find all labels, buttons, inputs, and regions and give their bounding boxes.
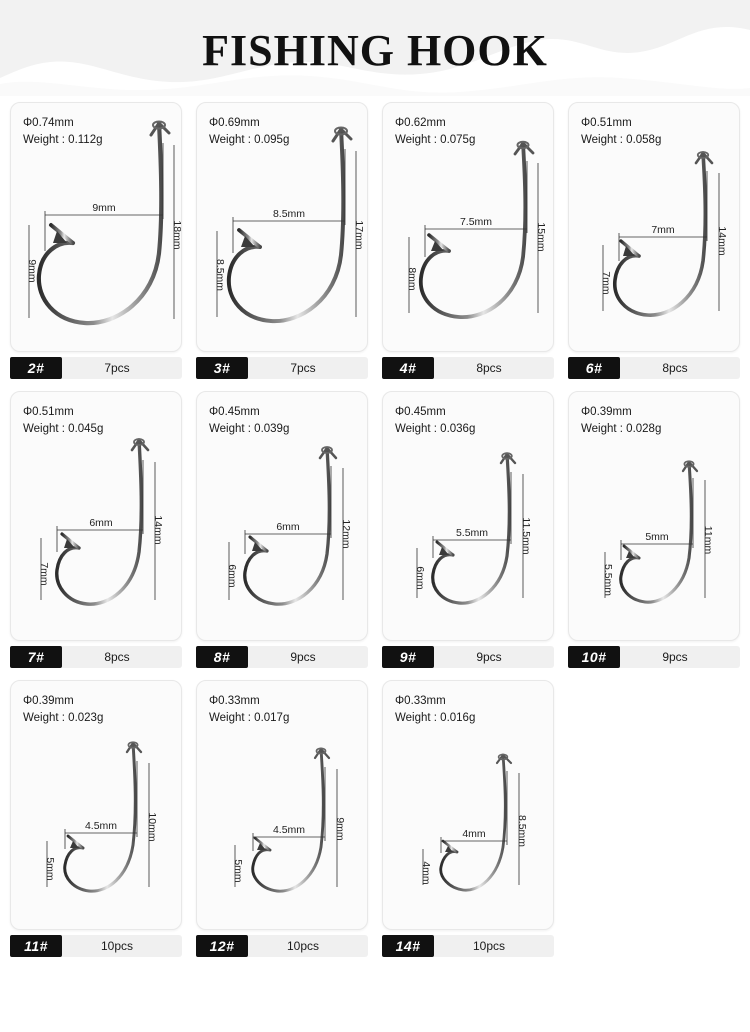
hook-card[interactable]: [196, 680, 368, 930]
hook-card[interactable]: [196, 102, 368, 352]
hook-gape-dim: 8.5mm: [214, 258, 226, 292]
hook-weight: Weight : 0.075g: [395, 134, 476, 146]
hook-height-dim: 17mm: [353, 220, 365, 250]
hook-height-dim: 12mm: [340, 519, 352, 549]
hook-width-dim: 9mm: [92, 202, 116, 214]
hook-weight: Weight : 0.095g: [209, 134, 290, 146]
hook-cell-6: [568, 102, 740, 379]
hook-quantity: 9pcs: [662, 650, 688, 664]
hook-width-dim: 7.5mm: [459, 216, 493, 228]
hook-weight: Weight : 0.028g: [581, 423, 662, 435]
hook-size-tag: 8#: [196, 646, 248, 668]
hook-illustration: [197, 103, 368, 352]
hook-card[interactable]: [10, 680, 182, 930]
hook-quantity: 9pcs: [290, 650, 316, 664]
hook-height-dim: 15mm: [535, 222, 547, 252]
hook-illustration: [383, 681, 554, 930]
hook-diameter: Φ0.39mm: [581, 406, 632, 418]
hook-quantity: 7pcs: [290, 361, 316, 375]
hook-cell-empty: [568, 680, 740, 957]
hook-illustration: [569, 392, 740, 641]
page-title: FISHING HOOK: [202, 25, 548, 75]
hook-weight: Weight : 0.016g: [395, 712, 476, 724]
hook-size-tag: 7#: [10, 646, 62, 668]
hook-size-tag: 11#: [10, 935, 62, 957]
hook-cell-3: [196, 102, 368, 379]
hook-label-bar: [382, 646, 554, 668]
hook-row: [10, 680, 740, 957]
hook-size-tag: 2#: [10, 357, 62, 379]
page-header: [0, 0, 750, 96]
hook-width-dim: 6mm: [276, 521, 300, 533]
hook-gape-dim: 7mm: [600, 271, 612, 295]
hook-label-bar: [10, 357, 182, 379]
hook-row: [10, 391, 740, 668]
hook-size-tag: 9#: [382, 646, 434, 668]
hook-gape-dim: 5.5mm: [602, 563, 614, 597]
hook-illustration: [11, 681, 182, 930]
hook-card[interactable]: [10, 391, 182, 641]
hook-diameter: Φ0.45mm: [395, 406, 446, 418]
hook-label-bar: [196, 646, 368, 668]
hook-quantity: 10pcs: [286, 939, 320, 953]
hook-height-dim: 11.5mm: [520, 517, 532, 555]
hook-card[interactable]: [382, 391, 554, 641]
hook-grid: [0, 96, 750, 981]
hook-diameter: Φ0.74mm: [23, 117, 74, 129]
hook-label-bar: [382, 357, 554, 379]
hook-cell-12: [196, 680, 368, 957]
hook-gape-dim: 9mm: [26, 259, 38, 283]
hook-illustration: [11, 103, 182, 352]
hook-label-bar: [382, 935, 554, 957]
hook-cell-14: [382, 680, 554, 957]
hook-label-bar: [10, 935, 182, 957]
hook-cell-11: [10, 680, 182, 957]
hook-diameter: Φ0.33mm: [395, 695, 446, 707]
hook-weight: Weight : 0.039g: [209, 423, 290, 435]
hook-gape-dim: 8mm: [406, 267, 418, 291]
hook-height-dim: 9mm: [334, 817, 346, 841]
hook-label-bar: [568, 646, 740, 668]
hook-height-dim: 8.5mm: [516, 814, 528, 848]
hook-weight: Weight : 0.017g: [209, 712, 290, 724]
hook-cell-7: [10, 391, 182, 668]
hook-width-dim: 6mm: [89, 517, 113, 529]
hook-illustration: [383, 103, 554, 352]
hook-weight: Weight : 0.036g: [395, 423, 476, 435]
hook-width-dim: 5.5mm: [455, 527, 489, 539]
hook-size-tag: 6#: [568, 357, 620, 379]
hook-height-dim: 18mm: [171, 220, 183, 250]
hook-diameter: Φ0.33mm: [209, 695, 260, 707]
hook-label-bar: [10, 646, 182, 668]
hook-height-dim: 14mm: [152, 515, 164, 545]
hook-gape-dim: 5mm: [44, 857, 56, 881]
hook-quantity: 8pcs: [104, 650, 130, 664]
hook-weight: Weight : 0.112g: [23, 134, 103, 146]
hook-card[interactable]: [568, 102, 740, 352]
hook-diameter: Φ0.51mm: [581, 117, 632, 129]
hook-size-tag: 12#: [196, 935, 248, 957]
hook-cell-8: [196, 391, 368, 668]
hook-illustration: [11, 392, 182, 641]
hook-cell-9: [382, 391, 554, 668]
hook-card[interactable]: [382, 680, 554, 930]
hook-row: [10, 102, 740, 379]
hook-quantity: 8pcs: [476, 361, 502, 375]
hook-width-dim: 7mm: [651, 224, 675, 236]
hook-size-tag: 14#: [382, 935, 434, 957]
hook-height-dim: 14mm: [716, 226, 728, 256]
hook-size-tag: 4#: [382, 357, 434, 379]
hook-gape-dim: 6mm: [414, 566, 426, 590]
hook-gape-dim: 5mm: [232, 859, 244, 883]
hook-width-dim: 8.5mm: [272, 208, 306, 220]
hook-illustration: [197, 392, 368, 641]
hook-width-dim: 4.5mm: [272, 824, 306, 836]
hook-gape-dim: 6mm: [226, 564, 238, 588]
hook-gape-dim: 7mm: [38, 562, 50, 586]
hook-quantity: 7pcs: [104, 361, 130, 375]
hook-label-bar: [568, 357, 740, 379]
hook-label-bar: [196, 935, 368, 957]
hook-weight: Weight : 0.045g: [23, 423, 104, 435]
hook-size-tag: 3#: [196, 357, 248, 379]
hook-size-tag: 10#: [568, 646, 620, 668]
hook-card[interactable]: [382, 102, 554, 352]
hook-diameter: Φ0.45mm: [209, 406, 260, 418]
hook-cell-2: [10, 102, 182, 379]
hook-label-bar: [196, 357, 368, 379]
hook-width-dim: 5mm: [645, 531, 669, 543]
hook-gape-dim: 4mm: [420, 861, 432, 885]
hook-cell-10: [568, 391, 740, 668]
hook-card[interactable]: [10, 102, 182, 352]
hook-illustration: [383, 392, 554, 641]
hook-diameter: Φ0.39mm: [23, 695, 74, 707]
hook-height-dim: 11mm: [702, 525, 714, 555]
hook-card[interactable]: [196, 391, 368, 641]
hook-diameter: Φ0.62mm: [395, 117, 446, 129]
hook-cell-4: [382, 102, 554, 379]
hook-illustration: [569, 103, 740, 352]
hook-quantity: 8pcs: [662, 361, 688, 375]
hook-quantity: 10pcs: [100, 939, 134, 953]
hook-height-dim: 10mm: [146, 812, 158, 842]
hook-diameter: Φ0.51mm: [23, 406, 74, 418]
hook-weight: Weight : 0.058g: [581, 134, 662, 146]
hook-weight: Weight : 0.023g: [23, 712, 104, 724]
hook-card[interactable]: [568, 391, 740, 641]
hook-illustration: [197, 681, 368, 930]
hook-width-dim: 4mm: [462, 828, 486, 840]
hook-width-dim: 4.5mm: [84, 820, 118, 832]
hook-quantity: 10pcs: [472, 939, 506, 953]
hook-diameter: Φ0.69mm: [209, 117, 260, 129]
hook-quantity: 9pcs: [476, 650, 502, 664]
